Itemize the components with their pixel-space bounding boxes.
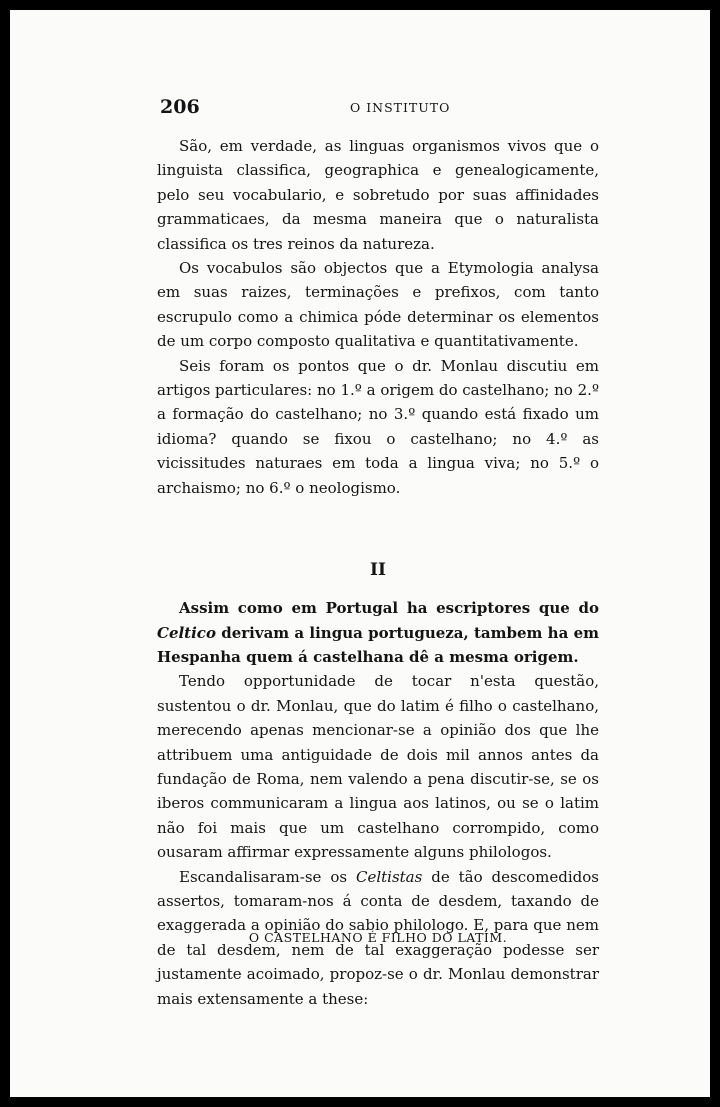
paragraph: Seis foram os pontos que o dr. Monlau discutiu em artigos particulares: no 1.º a origem do castelhano; no 2.º a formação do castelhano; no 3.º quando está fixado um idioma? quando se fixou o castelhano; no 4.º as vicissitudes naturaes em toda a lingua viva; no 5.º o archaismo; no 6.º o neologismo. [157,356,599,497]
text-run: Assim como em Portugal ha escriptores que do [179,599,599,618]
text-run: Escandalisaram-se os [179,867,356,886]
running-head: O INSTITUTO [350,100,451,115]
page-number: 206 [160,96,200,118]
text-run: derivam a lingua portugueza, tambem ha em Hespanha quem á castelhana dê a mesma origem. [157,623,599,666]
italic-term: Celtistas [355,867,423,886]
text-run: de tão descomedidos assertos, tomaram-nos á conta de desdem, taxando de exaggerada a opinião do sabio philologo. E, para que nem de tal desdem, nem de tal exaggeração podesse ser justamente acoimado, propoz-se o dr. Monlau demonstrar mais extensamente a these: [157,867,599,1008]
book-page [10,10,710,1097]
italic-term: Celtico [157,623,216,642]
section-number: II [370,560,386,581]
section-two [157,596,599,1011]
paragraph: Tendo opportunidade de tocar n'esta questão, sustentou o dr. Monlau, que do latim é filho o castelhano, merecendo apenas mencionar-se a opinião dos que lhe attribuem uma antiguidade de dois mil annos antes da fundação de Roma, nem valendo a pena discutir-se, se os iberos communicaram a lingua aos latinos, ou se o latim não foi mais que um castelhano corrompido, como ousaram affirmar expressamente alguns philologos. [157,672,599,862]
page-body [157,134,599,1011]
paragraph: Os vocabulos são objectos que a Etymologia analysa em suas raizes, terminações e prefixos, com tanto escrupulo como a chimica póde determinar os elementos de um corpo composto qualitativa e quantitativamente. [157,259,599,351]
page-header [160,96,600,124]
paragraph [157,596,599,669]
section-one [157,134,599,500]
centered-thesis: O CASTELHANO É FILHO DO LATIM. [248,930,508,945]
paragraph: São, em verdade, as linguas organismos vivos que o linguista classifica, geographica e genealogicamente, pelo seu vocabulario, e sobretudo por suas affinidades grammaticaes, da mesma maneira que o naturalista classifica os tres reinos da natureza. [157,137,599,253]
